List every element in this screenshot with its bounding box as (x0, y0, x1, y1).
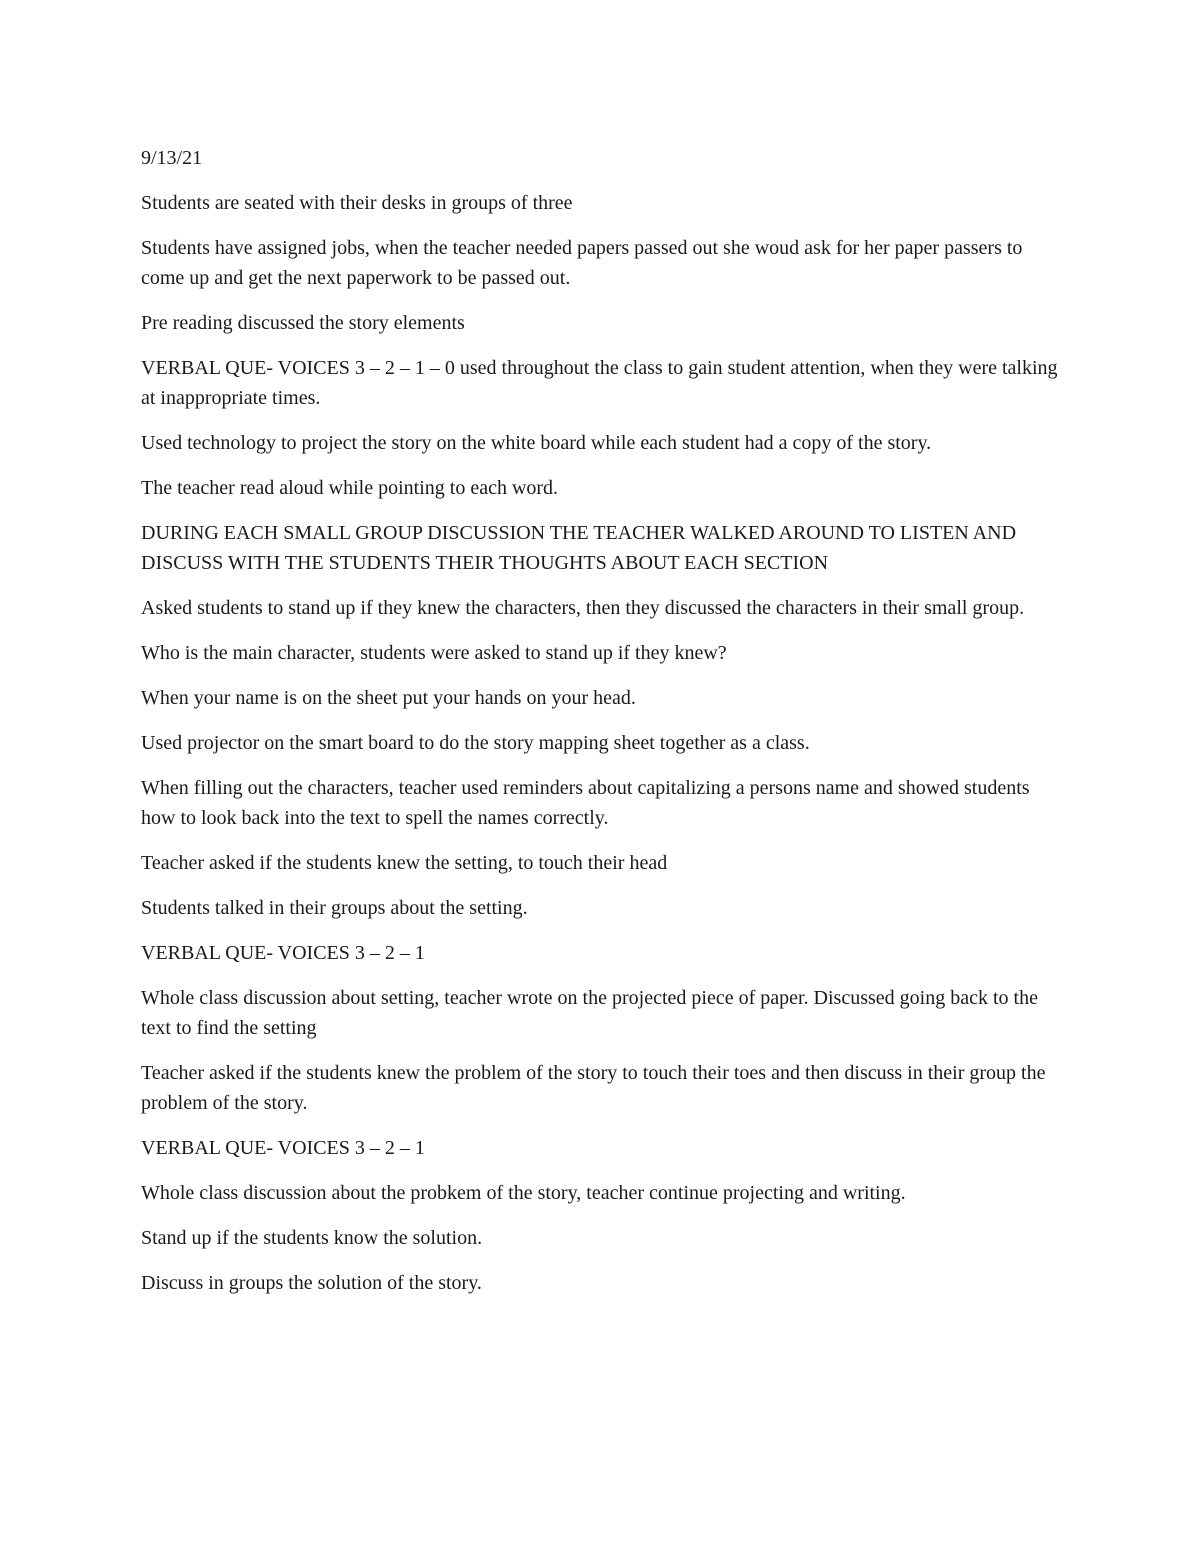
observation-note: Used technology to project the story on the white board while each student had a copy of the story. (141, 432, 932, 454)
observation-note: Students have assigned jobs, when the teacher needed papers passed out she woud ask for her paper passers to come up and get the next paperwork to be passed out. (141, 237, 1023, 289)
observation-note: VERBAL QUE- VOICES 3 – 2 – 1 – 0 used throughout the class to gain student attention, when they were talking at inappropriate times. (141, 357, 1058, 409)
observation-note: Whole class discussion about setting, teacher wrote on the projected piece of paper. Discussed going back to the text to find the setting (141, 987, 1038, 1039)
observation-note: Who is the main character, students were asked to stand up if they knew? (141, 642, 727, 664)
observation-note: Asked students to stand up if they knew the characters, then they discussed the characters in their small group. (141, 597, 1025, 619)
observation-note: When your name is on the sheet put your hands on your head. (141, 687, 636, 709)
observation-note: Students talked in their groups about the setting. (141, 897, 528, 919)
observation-note: Teacher asked if the students knew the setting, to touch their head (141, 852, 668, 874)
date-line: 9/13/21 (141, 147, 203, 169)
observation-note: Used projector on the smart board to do the story mapping sheet together as a class. (141, 732, 810, 754)
document-body (141, 143, 1066, 1313)
observation-note: VERBAL QUE- VOICES 3 – 2 – 1 (141, 942, 425, 964)
observation-note: When filling out the characters, teacher used reminders about capitalizing a persons name and showed students how to look back into the text to spell the names correctly. (141, 777, 1030, 829)
observation-note: Students are seated with their desks in groups of three (141, 192, 573, 214)
observation-note: Pre reading discussed the story elements (141, 312, 465, 334)
observation-note: Teacher asked if the students knew the problem of the story to touch their toes and then discuss in their group the problem of the story. (141, 1062, 1046, 1114)
observation-note: Stand up if the students know the solution. (141, 1227, 483, 1249)
observation-note: The teacher read aloud while pointing to each word. (141, 477, 559, 499)
observation-note: VERBAL QUE- VOICES 3 – 2 – 1 (141, 1137, 425, 1159)
observation-note: DURING EACH SMALL GROUP DISCUSSION THE TEACHER WALKED AROUND TO LISTEN AND DISCUSS WITH THE STUDENTS THEIR THOUGHTS ABOUT EACH SECTION (141, 522, 1017, 574)
observation-note: Discuss in groups the solution of the story. (141, 1272, 482, 1294)
observation-note: Whole class discussion about the probkem of the story, teacher continue projecting and writing. (141, 1182, 906, 1204)
